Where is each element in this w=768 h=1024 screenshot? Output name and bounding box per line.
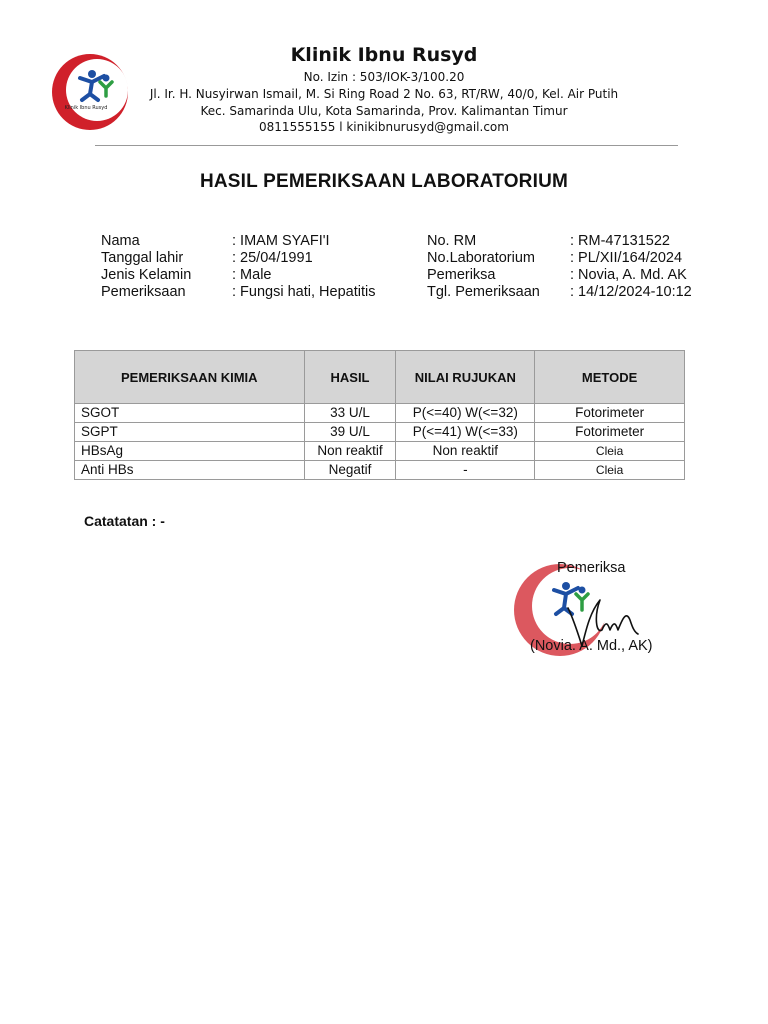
reference-range: P(<=41) W(<=33) (396, 423, 535, 442)
info-value: : PL/XII/164/2024 (570, 250, 683, 266)
signature-label: Pemeriksa (557, 560, 626, 576)
table-row (75, 461, 685, 480)
info-row-birthdate (101, 250, 375, 267)
contact-info: 0811555155 l kinikibnurusyd@gmail.com (259, 120, 509, 134)
info-value: : IMAM SYAFI'I (232, 233, 330, 249)
info-label: Jenis Kelamin (101, 267, 192, 283)
info-value: : Male (232, 267, 272, 283)
test-method: Cleia (535, 442, 685, 461)
column-header: NILAI RUJUKAN (396, 351, 535, 404)
info-row-exam-date (427, 284, 692, 301)
info-row-name (101, 233, 375, 250)
test-result: 33 U/L (304, 404, 396, 423)
test-method: Fotorimeter (535, 423, 685, 442)
reference-range: Non reaktif (396, 442, 535, 461)
info-label: Nama (101, 233, 140, 249)
reference-range: - (396, 461, 535, 480)
info-row-rm (427, 233, 692, 250)
examiner-name: (Novia. A. Md., AK) (530, 638, 653, 654)
license-number: No. Izin : 503/IOK-3/100.20 (303, 70, 465, 84)
table-row (75, 423, 685, 442)
test-result: Non reaktif (304, 442, 396, 461)
patient-info-right (427, 233, 692, 301)
header-divider (95, 145, 678, 146)
test-result: Negatif (304, 461, 396, 480)
info-value: : Novia, A. Md. AK (570, 267, 687, 283)
info-label: Pemeriksaan (101, 284, 186, 300)
test-name: SGOT (75, 404, 305, 423)
table-row (75, 404, 685, 423)
info-row-gender (101, 267, 375, 284)
table-header-row (75, 351, 685, 404)
reference-range: P(<=40) W(<=32) (396, 404, 535, 423)
address-line-2: Kec. Samarinda Ulu, Kota Samarinda, Prov. Kalimantan Timur (200, 104, 568, 118)
column-header: PEMERIKSAAN KIMIA (75, 351, 305, 404)
column-header: METODE (535, 351, 685, 404)
notes: Catatatan : - (84, 513, 165, 529)
info-value: : RM-47131522 (570, 233, 670, 249)
test-name: Anti HBs (75, 461, 305, 480)
table-row (75, 442, 685, 461)
info-label: No. RM (427, 233, 477, 249)
info-value: : 25/04/1991 (232, 250, 313, 266)
info-label: Tgl. Pemeriksaan (427, 284, 540, 300)
test-method: Fotorimeter (535, 404, 685, 423)
info-row-lab-number (427, 250, 692, 267)
info-label: Pemeriksa (427, 267, 496, 283)
document-title: HASIL PEMERIKSAAN LABORATORIUM (199, 171, 569, 192)
info-value: : Fungsi hati, Hepatitis (232, 284, 376, 300)
info-value: : 14/12/2024-10:12 (570, 284, 692, 300)
info-row-examination (101, 284, 375, 301)
address-line-1: Jl. Ir. H. Nusyirwan Ismail, M. Si Ring Road 2 No. 63, RT/RW, 40/0, Kel. Air Putih (149, 87, 619, 101)
info-row-examiner (427, 267, 692, 284)
info-label: No.Laboratorium (427, 250, 535, 266)
logo-text: Klinik Ibnu Rusyd (64, 105, 108, 111)
info-label: Tanggal lahir (101, 250, 184, 266)
test-name: SGPT (75, 423, 305, 442)
test-name: HBsAg (75, 442, 305, 461)
lab-results-table (74, 350, 685, 480)
patient-info-left (101, 233, 375, 301)
test-result: 39 U/L (304, 423, 396, 442)
clinic-name: Klinik Ibnu Rusyd (290, 44, 478, 66)
test-method: Cleia (535, 461, 685, 480)
column-header: HASIL (304, 351, 396, 404)
